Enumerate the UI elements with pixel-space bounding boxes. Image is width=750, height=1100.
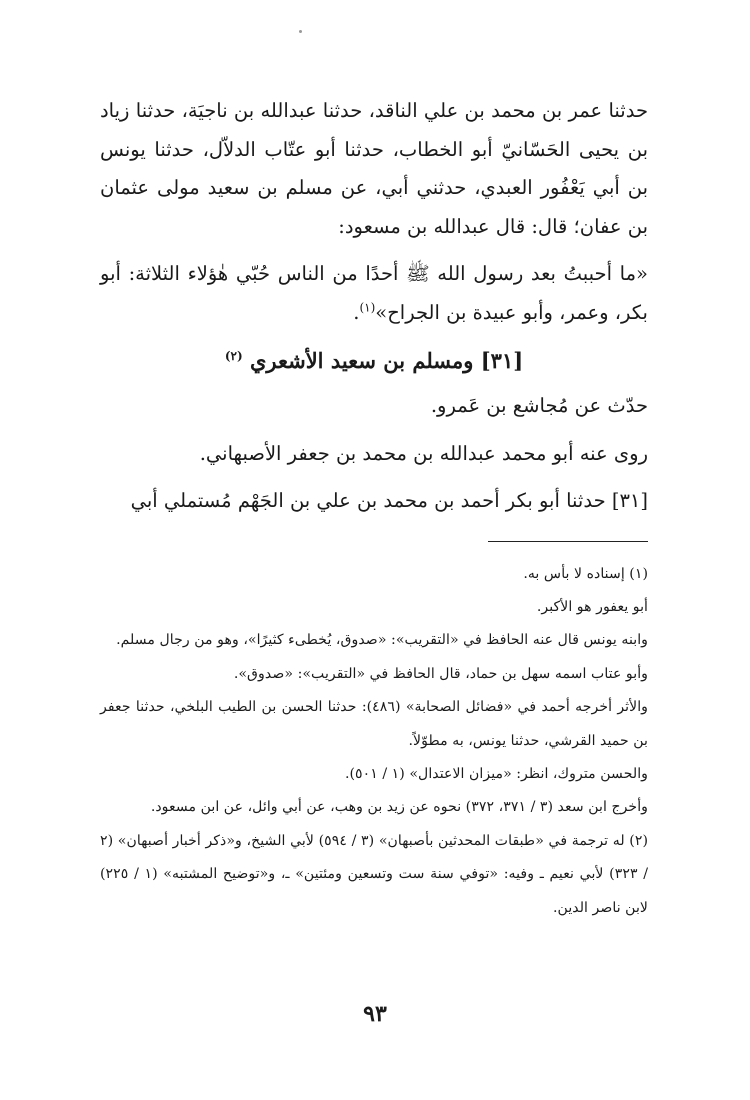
quote-text: «ما أحببتُ بعد رسول الله ﷺ أحدًا من الناس حُبّي هٰؤلاء الثلاثة: أبو بكر، وعمر، وأبو عبيدة بن الجراح» bbox=[100, 262, 648, 324]
section-title-text: [٣١] ومسلم بن سعيد الأشعري bbox=[249, 348, 524, 373]
page-number: ٩٣ bbox=[363, 1001, 387, 1027]
footnote-line: (١) إسناده لا بأس به. bbox=[523, 565, 648, 582]
quote-end: . bbox=[353, 300, 360, 324]
footnote-line: (٢) له ترجمة في «طبقات المحدثين بأصبهان» (٣ / ٥٩٤) لأبي الشيخ، و«ذكر أخبار أصبهان» (٢ / ٣٢٣) لأبي نعيم ـ وفيه: «توفي سنة ست وتسعين ومئتين» ـ، و«توضيح المشتبه» (١ / ٢٢٥) لابن ناصر الدين. bbox=[100, 832, 648, 916]
footnote-line: وأخرج ابن سعد (٣ / ٣٧١، ٣٧٢) نحوه عن زيد بن وهب، عن أبي وائل، عن ابن مسعود. bbox=[150, 799, 648, 816]
footnote-line: والحسن متروك، انظر: «ميزان الاعتدال» (١ / ٥٠١). bbox=[344, 765, 648, 782]
footnote-line: أبو يعفور هو الأكبر. bbox=[536, 598, 648, 615]
footnote-ref-1[interactable]: (١) bbox=[359, 300, 376, 314]
scan-dot-mark bbox=[299, 30, 302, 33]
footnote-line: وابنه يونس قال عنه الحافظ في «التقريب»: «صدوق، يُخطىء كثيرًا»، وهو من رجال مسلم. bbox=[116, 632, 648, 649]
footnotes bbox=[100, 558, 648, 925]
paragraph-hadith-start: [٣١] حدثنا أبو بكر أحمد بن محمد بن علي بن الجَهْم مُستملي أبي bbox=[130, 489, 648, 512]
paragraph-narrated-from: حدّث عن مُجاشع بن عَمرو. bbox=[430, 394, 648, 417]
section-title bbox=[100, 341, 648, 381]
footnote-line: وأبو عتاب اسمه سهل بن حماد، قال الحافظ في «التقريب»: «صدوق». bbox=[233, 665, 648, 682]
footnote-divider bbox=[488, 541, 648, 542]
paragraph-quote bbox=[100, 255, 648, 332]
footnote-ref-2[interactable]: (٢) bbox=[224, 349, 243, 363]
main-text bbox=[100, 92, 648, 521]
paragraph-narrated-by: روى عنه أبو محمد عبدالله بن محمد بن جعفر الأصبهاني. bbox=[199, 441, 648, 465]
footnote-line: والأثر أخرجه أحمد في «فضائل الصحابة» (٤٨٦): حدثنا الحسن بن الطيب البلخي، حدثنا جعفر بن حميد القرشي، حدثنا يونس، به مطوّلاً. bbox=[100, 699, 648, 749]
page-body bbox=[100, 92, 648, 925]
paragraph-isnad: حدثنا عمر بن محمد بن علي الناقد، حدثنا عبدالله بن ناجيَة، حدثنا زياد بن يحيى الحَسّانيّ أبو الخطاب، حدثنا أبو عتّاب الدلاّل، حدثنا يونس بن أبي يَعْفُور العبدي، حدثني أبي، عن مسلم بن سعيد مولى عثمان بن عفان؛ قال: قال عبدالله بن مسعود: bbox=[100, 99, 648, 238]
